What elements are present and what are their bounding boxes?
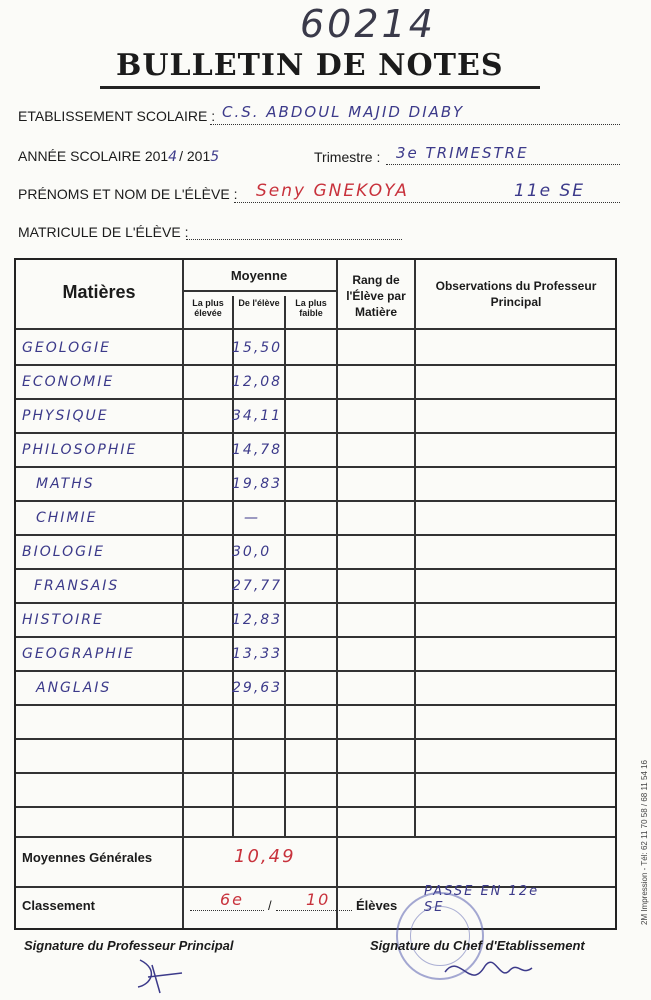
teacher-signature-label: Signature du Professeur Principal bbox=[24, 938, 234, 953]
term-value: 3e TRIMESTRE bbox=[396, 144, 529, 162]
year-label-pre: ANNÉE SCOLAIRE 201 bbox=[18, 148, 169, 164]
table-row-score: 30,0 bbox=[232, 544, 272, 560]
term-label: Trimestre : bbox=[314, 149, 381, 165]
general-average-value: 10,49 bbox=[234, 846, 296, 867]
header-observations: Observations du Professeur Principal bbox=[435, 279, 597, 309]
table-row-score: 15,50 bbox=[232, 340, 283, 356]
table-row-subject: GEOGRAPHIE bbox=[22, 646, 135, 662]
table-row-subject: ANGLAIS bbox=[36, 680, 112, 696]
header-highest: La plus élevée bbox=[192, 298, 224, 318]
page-title: BULLETIN DE NOTES bbox=[116, 48, 504, 83]
table-row-score: 13,33 bbox=[232, 646, 283, 662]
head-signature-label: Signature du Chef d'Etablissement bbox=[370, 938, 585, 953]
term-dotted-line bbox=[386, 164, 620, 165]
student-class-value: 11e SE bbox=[514, 181, 586, 201]
header-rule bbox=[16, 328, 615, 330]
teacher-signature-mark bbox=[130, 955, 190, 995]
decision-note: PASSE EN 12e SE bbox=[424, 884, 540, 915]
header-rank: Rang de l'Élève par Matière bbox=[346, 273, 406, 319]
ranking-students-label: Élèves bbox=[356, 898, 398, 913]
header-lowest: La plus faible bbox=[295, 298, 327, 318]
table-row-subject: MATHS bbox=[36, 476, 95, 492]
student-name-value: Seny GNEKOYA bbox=[256, 181, 409, 201]
table-row-subject: GEOLOGIE bbox=[22, 340, 111, 356]
general-average-label: Moyennes Générales bbox=[22, 850, 153, 865]
ranking-position-dotted-line bbox=[190, 910, 264, 911]
col-divider-student bbox=[284, 296, 286, 836]
student-name-dotted-line bbox=[234, 202, 620, 203]
student-name-label: PRÉNOMS ET NOM DE L'ÉLÈVE : bbox=[18, 186, 238, 202]
table-row-subject: BIOLOGIE bbox=[22, 544, 105, 560]
head-signature-mark bbox=[440, 952, 540, 992]
ranking-total-dotted-line bbox=[276, 910, 352, 911]
school-label: ETABLISSEMENT SCOLAIRE : bbox=[18, 108, 216, 124]
table-row-score: 14,78 bbox=[232, 442, 283, 458]
header-subject: Matières bbox=[62, 282, 136, 302]
school-dotted-line bbox=[210, 124, 620, 125]
matricule-dotted-line bbox=[186, 239, 402, 240]
table-row-score: 19,83 bbox=[232, 476, 283, 492]
table-row-score: 12,83 bbox=[232, 612, 283, 628]
table-row-score: — bbox=[244, 510, 260, 526]
matricule-label: MATRICULE DE L'ÉLÈVE : bbox=[18, 224, 189, 240]
title-underline bbox=[100, 86, 540, 89]
table-row-subject: PHYSIQUE bbox=[22, 408, 109, 424]
ranking-total: 10 bbox=[306, 890, 331, 909]
table-row-score: 12,08 bbox=[232, 374, 283, 390]
ranking-position: 6e bbox=[220, 890, 245, 909]
table-row-subject: CHIMIE bbox=[36, 510, 98, 526]
table-row-subject: FRANSAIS bbox=[34, 578, 120, 594]
table-row-score: 34,11 bbox=[232, 408, 283, 424]
printer-side-text: 2M Impression - Tél: 62 11 70 58 / 68 11 54 16 bbox=[640, 760, 649, 925]
table-row-subject: ECONOMIE bbox=[22, 374, 115, 390]
year-label-mid: / 201 bbox=[179, 148, 211, 164]
col-divider-average bbox=[336, 260, 338, 928]
reference-number: 60214 bbox=[300, 2, 436, 46]
year-value-1: 4 bbox=[168, 149, 180, 165]
school-value: C.S. ABDOUL MAJID DIABY bbox=[222, 103, 465, 121]
ranking-label: Classement bbox=[22, 898, 95, 913]
grades-table bbox=[14, 258, 617, 930]
header-sub-rule bbox=[182, 290, 336, 292]
col-divider-subject bbox=[182, 260, 184, 928]
table-row-subject: PHILOSOPHIE bbox=[22, 442, 138, 458]
table-row-subject: HISTOIRE bbox=[22, 612, 104, 628]
ranking-slash: / bbox=[268, 898, 272, 913]
table-row-score: 27,77 bbox=[232, 578, 283, 594]
col-divider-rank bbox=[414, 260, 416, 836]
year-label bbox=[18, 148, 221, 165]
table-row-score: 29,63 bbox=[232, 680, 283, 696]
year-value-2: 5 bbox=[210, 149, 222, 165]
header-average: Moyenne bbox=[230, 268, 288, 283]
header-student: De l'élève bbox=[238, 298, 280, 308]
